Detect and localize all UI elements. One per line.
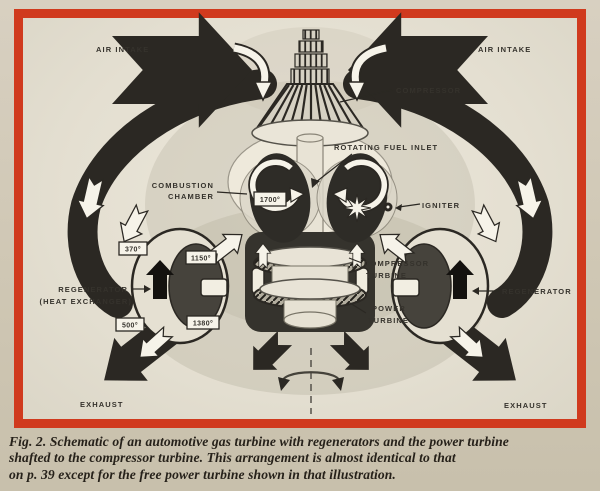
label-combustion-line1: COMBUSTION [151,181,214,190]
label-combustion-line2: CHAMBER [167,192,214,201]
temp-1150 [186,251,216,264]
caption-line-2: shafted to the compressor turbine. This arrangement is almost identical to that [9,450,456,466]
caption-line-3: on p. 39 except for the free power turbine shown in that illustration. [9,466,396,482]
svg-text:500°: 500° [121,322,139,330]
label-regenerator-left-line2: (HEAT EXCHANGER) [39,297,132,306]
temp-500 [116,318,144,331]
label-power-turbine-line2: TURBINE [368,316,410,325]
label-power-turbine-line1: POWER [372,304,406,313]
label-igniter: IGNITER [422,201,461,210]
regenerator-right [392,229,488,343]
temp-1700 [254,192,286,206]
svg-text:1380°: 1380° [192,320,214,328]
temp-370 [119,242,147,255]
flame-burst-icon [343,194,371,222]
label-air-intake-right: AIR INTAKE [478,45,532,54]
svg-text:1150°: 1150° [191,255,211,263]
label-compressor-turbine-line1: COMPRESSOR [364,259,430,268]
caption-line-1: Fig. 2. Schematic of an automotive gas turbine with regenerators and the power turbine [9,434,509,449]
label-regenerator-left-line1: REGENERATOR [58,285,128,294]
temp-1380 [187,316,219,329]
igniter-plug [384,203,393,212]
label-compressor: COMPRESSOR [396,86,462,95]
label-air-intake-left: AIR INTAKE [96,45,150,54]
label-exhaust-left: EXHAUST [80,400,124,409]
figure-caption [9,434,591,483]
label-regenerator-right: REGENERATOR [502,287,572,296]
output-shaft [284,300,336,328]
label-compressor-turbine-line2: TURBINE [366,271,408,280]
label-rotating-fuel-inlet: ROTATING FUEL INLET [334,143,439,152]
svg-text:1700°: 1700° [259,197,281,204]
label-exhaust-right: EXHAUST [504,401,548,410]
svg-text:370°: 370° [124,246,142,254]
